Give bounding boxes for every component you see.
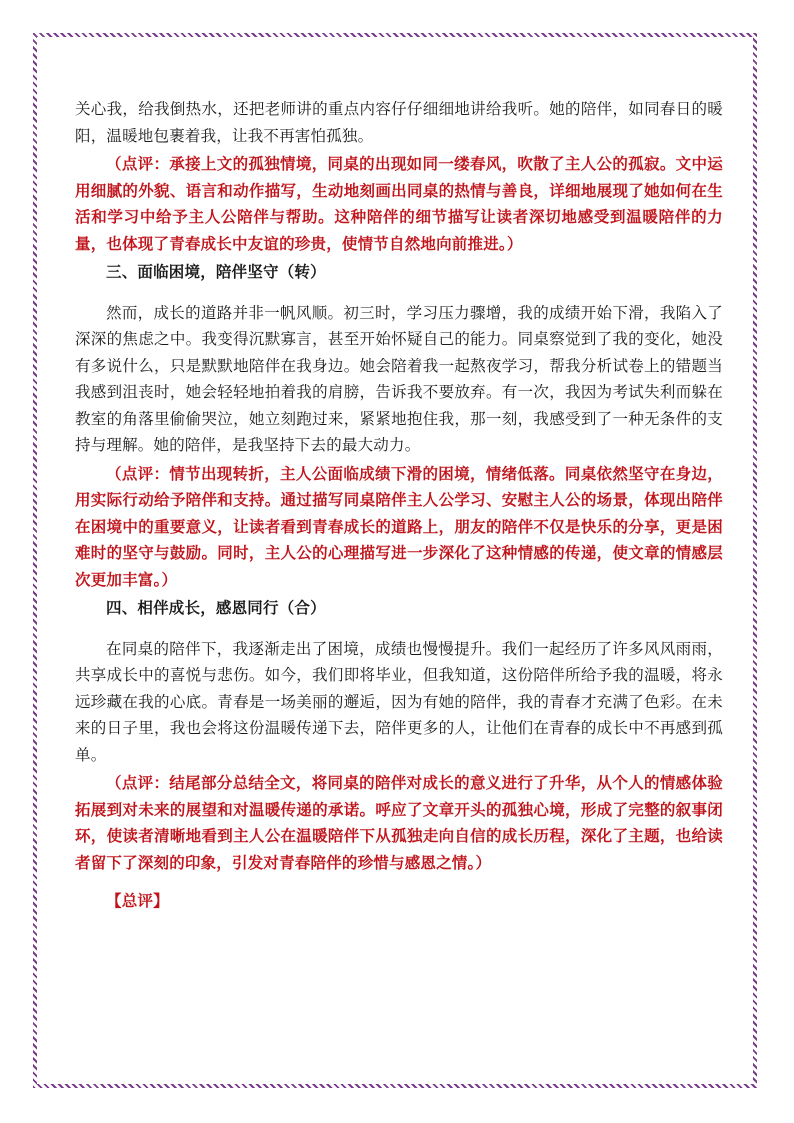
section-heading-4: 四、相伴成长，感恩同行（合）: [106, 598, 326, 617]
paragraph-4: 在同桌的陪伴下，我逐渐走出了困境，成绩也慢慢提升。我们一起经历了许多风风雨雨，共享成长中的喜悦与悲伤。如今，我们即将毕业，但我知道，这份陪伴所给予我的温暖，将永远珍藏在我的心底。青春是一场美丽的邂逅，因为有她的陪伴，我的青春才充满了色彩。在未来的日子里，我也会将这份温暖传递下去，陪伴更多的人，让他们在青春的成长中不再感到孤单。: [75, 639, 723, 764]
section-heading-3: 三、面临困境，陪伴坚守（转）: [106, 262, 326, 281]
summary-tag: 【总评】: [106, 891, 169, 910]
comment-4: （点评：结尾部分总结全文，将同桌的陪伴对成长的意义进行了升华，从个人的情感体验拓展到对未来的展望和对温暖传递的承诺。呼应了文章开头的孤独心境，形成了完整的叙事闭环，使读者清晰地看到主人公在温暖陪伴下从孤独走向自信的成长历程，深化了主题，也给读者留下了深刻的印象，引发对青春陪伴的珍惜与感恩之情。）: [75, 773, 723, 872]
comment-3: （点评：情节出现转折，主人公面临成绩下滑的困境，情绪低落。同桌依然坚守在身边，用实际行动给予陪伴和支持。通过描写同桌陪伴主人公学习、安慰主人公的场景，体现出陪伴在困境中的重要意义，让读者看到青春成长的道路上，朋友的陪伴不仅是快乐的分享，更是困难时的坚守与鼓励。同时，主人公的心理描写进一步深化了这种情感的传递，使文章的情感层次更加丰富。）: [75, 463, 723, 589]
document-body: [75, 96, 723, 915]
summary-label: [75, 888, 723, 915]
comment-1: （点评：承接上文的孤独情境，同桌的出现如同一缕春风，吹散了主人公的孤寂。文中运用细腻的外貌、语言和动作描写，生动地刻画出同桌的热情与善良，详细地展现了她如何在生活和学习中给予主人公陪伴与帮助。这种陪伴的细节描写让读者深切地感受到温暖陪伴的力量，也体现了青春成长中友谊的珍贵，使情节自然地向前推进。）: [75, 154, 723, 253]
paragraph-3: 然而，成长的道路并非一帆风顺。初三时，学习压力骤增，我的成绩开始下滑，我陷入了深深的焦虑之中。我变得沉默寡言，甚至开始怀疑自己的能力。同桌察觉到了我的变化，她没有多说什么，只是默默地陪伴在我身边。她会陪着我一起熬夜学习，帮我分析试卷上的错题当我感到沮丧时，她会轻轻地拍着我的肩膀，告诉我不要放弃。有一次，我因为考试失利而躲在教室的角落里偷偷哭泣，她立刻跑过来，紧紧地抱住我，那一刻，我感受到了一种无条件的支持与理解。她的陪伴，是我坚持下去的最大动力。: [75, 303, 723, 454]
paragraph-continuation: 关心我，给我倒热水，还把老师讲的重点内容仔仔细细地讲给我听。她的陪伴，如同春日的暖阳，温暖地包裹着我，让我不再害怕孤独。: [75, 100, 723, 145]
